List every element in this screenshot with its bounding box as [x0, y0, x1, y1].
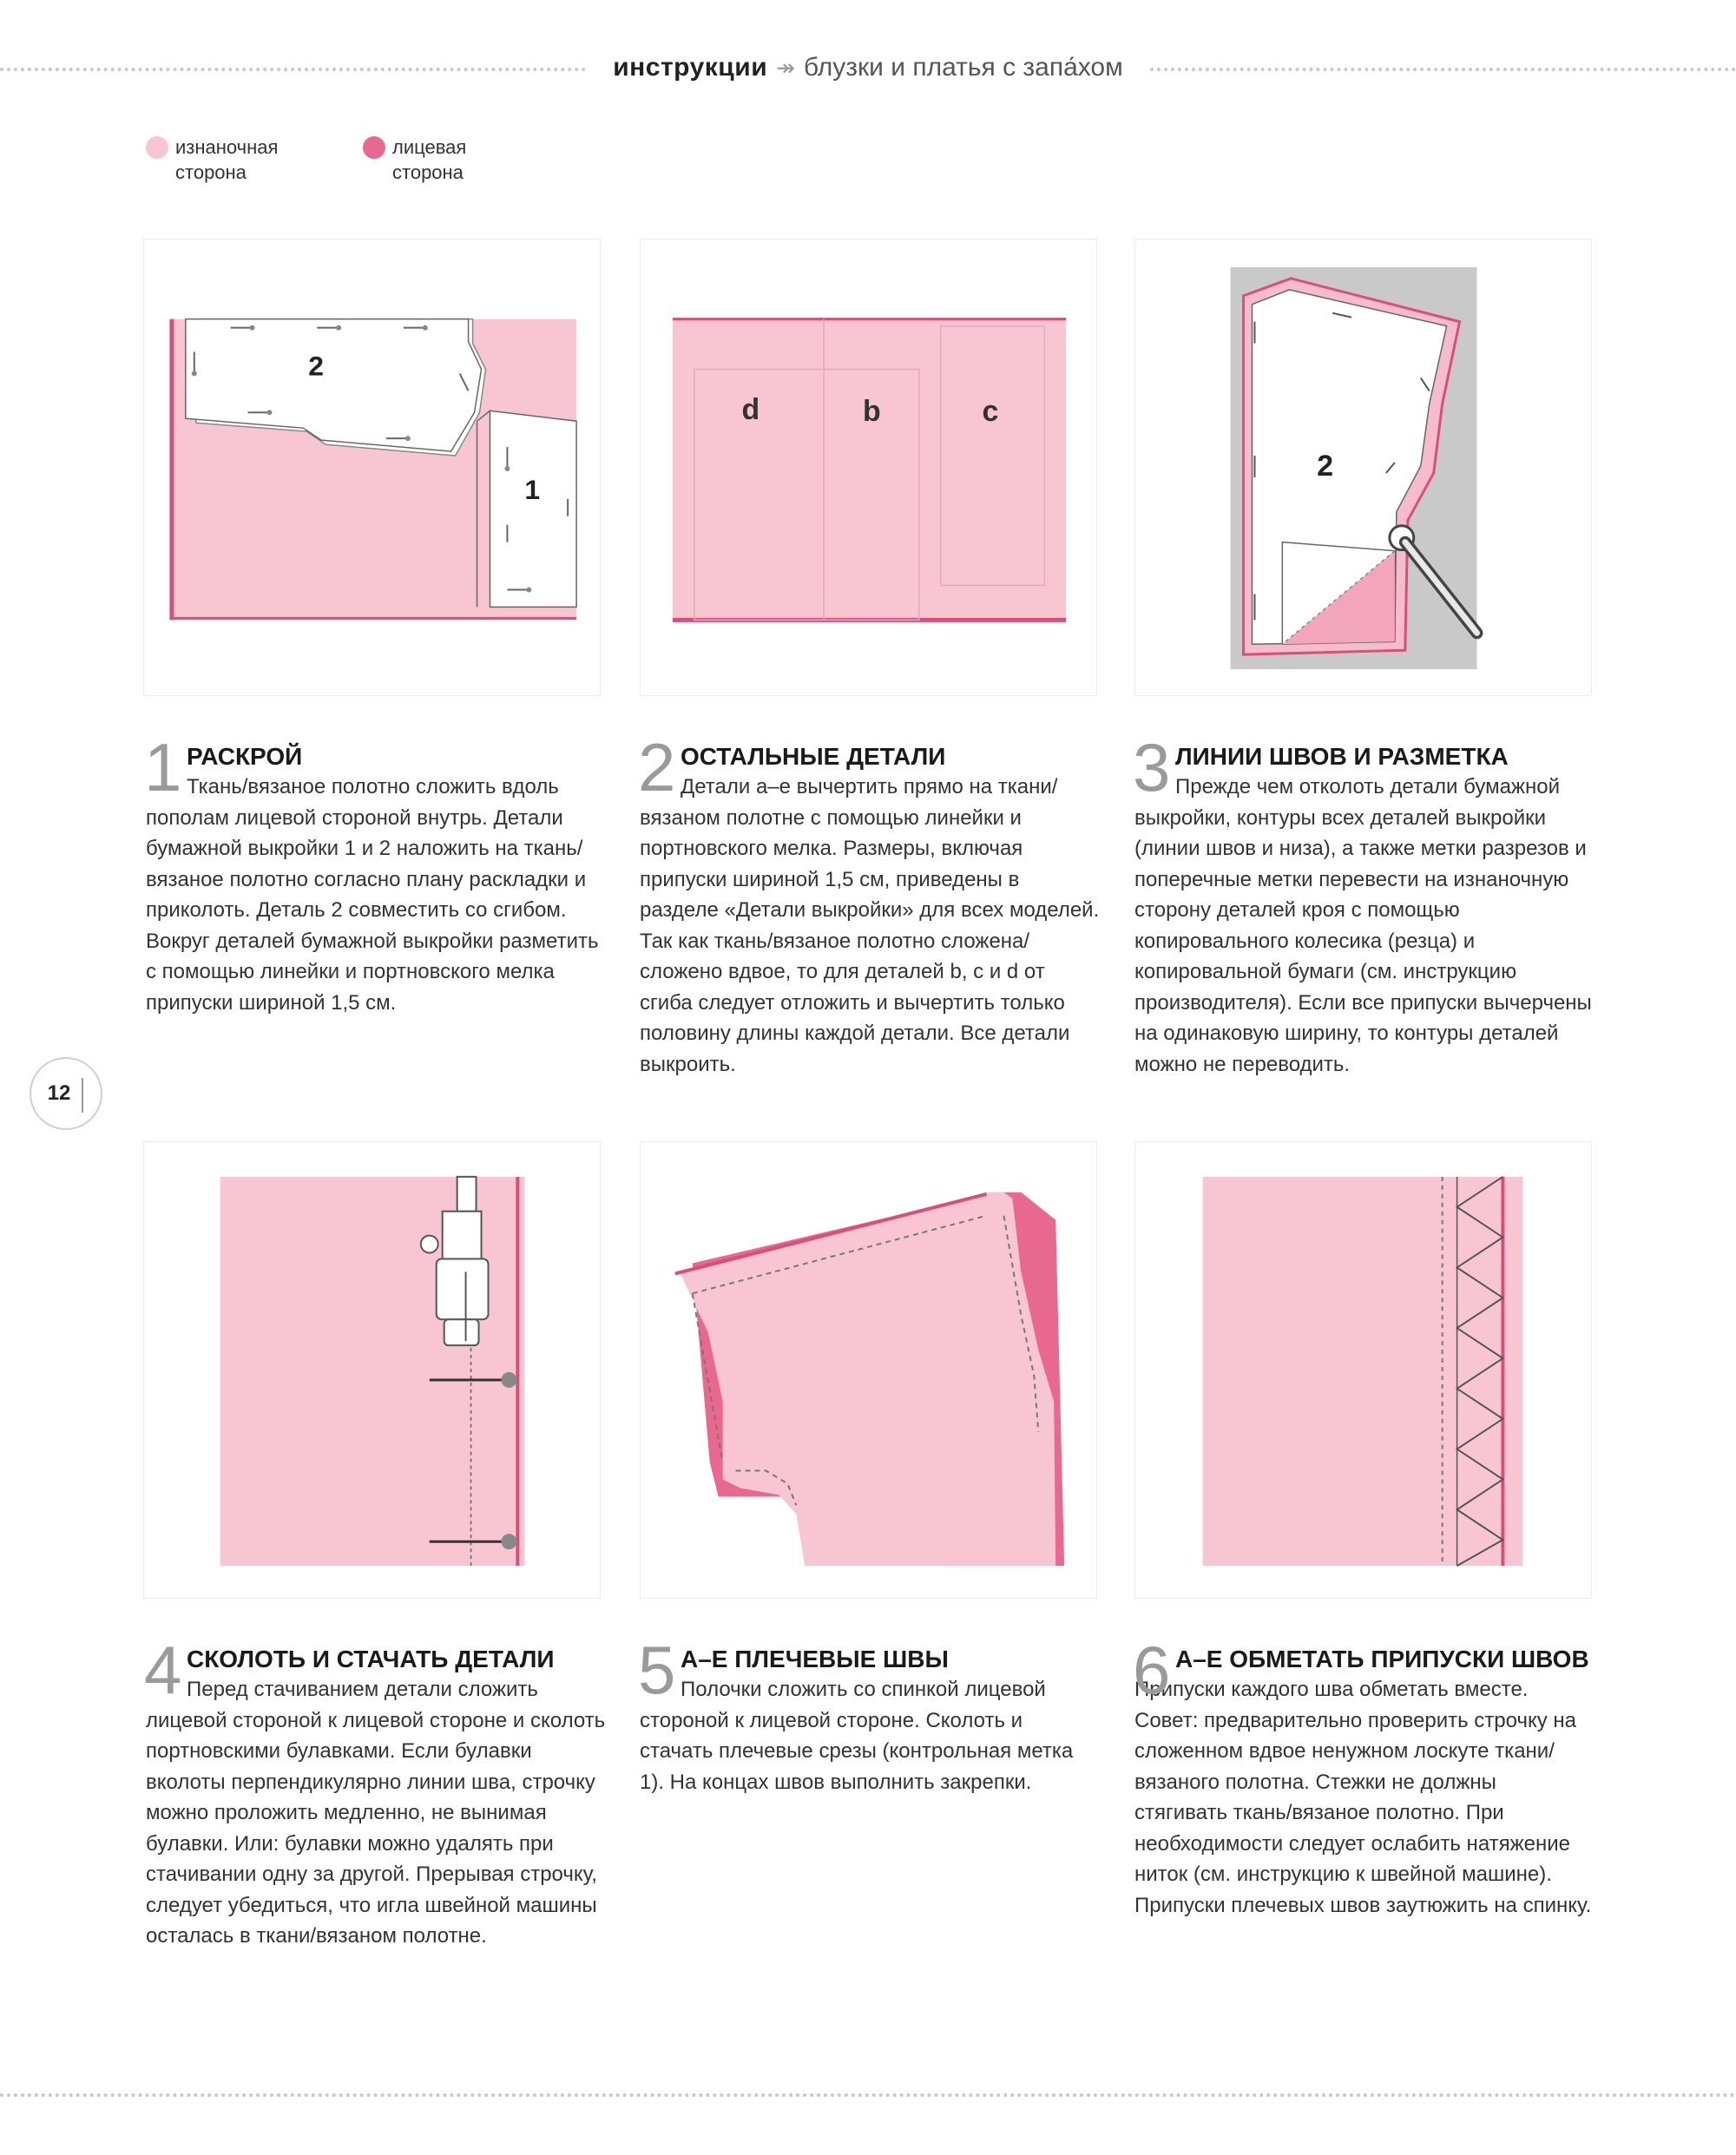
- legend-wrong-side-label: изнаночная сторона: [175, 136, 279, 183]
- overcast-illustration: [1135, 1142, 1591, 1598]
- step-number: 5: [638, 1632, 676, 1708]
- wrong-side-swatch: [146, 136, 168, 159]
- step-title: РАСКРОЙ: [187, 743, 303, 770]
- step-body: Прежде чем отколоть детали бумажной выкройки, контуры всех деталей выкройки (линии швов и низа), а также метки разрезов и поперечные метки перевести на изнаночную сторону деталей кроя с помощью копировального колесика (резца) и копировальной бумаги (см. инструкцию производителя). Если все припуски вычерчены на одинаковую ширину, то контуры деталей можно не переводить.: [1134, 775, 1592, 1076]
- piece-b-label: b: [863, 395, 881, 429]
- arrow-icon: ↠: [776, 55, 795, 81]
- step-title: ЛИНИИ ШВОВ И РАЗМЕТКА: [1175, 743, 1509, 770]
- running-header: [0, 50, 1736, 85]
- step-title: А–Е ПЛЕЧЕВЫЕ ШВЫ: [681, 1646, 949, 1672]
- tracing-illustration: [1135, 240, 1591, 695]
- cutting-illustration: [144, 240, 600, 695]
- step-body: Полочки сложить со спинкой лицевой стороной к лицевой стороне. Сколоть и стачать плечевые срезы (контрольная метка 1). На концах швов выполнить закрепки.: [640, 1678, 1074, 1794]
- step-1: [144, 729, 606, 1018]
- pin-and-stitch-illustration: [144, 1142, 600, 1598]
- piece-d-label: d: [741, 393, 760, 427]
- step-title: СКОЛОТЬ И СТАЧАТЬ ДЕТАЛИ: [187, 1646, 555, 1672]
- footer-rule: [0, 2093, 1736, 2097]
- legend-right-side-label: лицевая сторона: [392, 136, 467, 183]
- page-number-label: 12: [47, 1081, 71, 1105]
- step-5: [638, 1632, 1100, 1797]
- step-body: Ткань/вязаное полотно сложить вдоль пополам лицевой стороной внутрь. Детали бумажной выкройки 1 и 2 наложить на ткань/вязаное полотно согласно плану раскладки и приколоть. Деталь 2 совместить со сгибом. Вокруг деталей бумажной выкройки разметить с помощью линейки и портновского мелка припуски шириной 1,5 см.: [146, 775, 599, 1015]
- section-title: инструкции: [613, 53, 768, 82]
- piece-2-label: 2: [1317, 449, 1334, 483]
- legend-right-side: [363, 135, 466, 185]
- piece-c-label: c: [982, 395, 999, 429]
- step-title: ОСТАЛЬНЫЕ ДЕТАЛИ: [681, 743, 946, 770]
- step-number: 3: [1133, 729, 1171, 805]
- step-title: А–Е ОБМЕТАТЬ ПРИПУСКИ ШВОВ: [1175, 1646, 1589, 1672]
- other-pieces-illustration: [641, 240, 1096, 695]
- shoulder-seams-illustration: [641, 1142, 1096, 1598]
- step-number: 2: [638, 729, 676, 805]
- step-6: [1133, 1632, 1595, 1921]
- page-number: [30, 1057, 102, 1130]
- illustration-other-pieces: [640, 239, 1097, 696]
- illustration-shoulder-seams: [640, 1141, 1097, 1599]
- step-4: [144, 1632, 606, 1952]
- step-number: 4: [144, 1632, 182, 1708]
- legend-wrong-side: [146, 135, 278, 185]
- step-body: Перед стачиванием детали сложить лицевой стороной к лицевой стороне и сколоть портновскими булавками. Если булавки вколоты перпендикулярно линии шва, строчку можно проложить медленно, не вынимая булавки. Или: булавки можно удалять при стачивании одну за другой. Прерывая строчку, следует убедиться, что игла швейной машины осталась в ткани/вязаном полотне.: [146, 1678, 606, 1948]
- step-number: 1: [144, 729, 182, 805]
- right-side-swatch: [363, 136, 385, 159]
- step-3: [1133, 729, 1595, 1080]
- step-body: Припуски каждого шва обметать вместе. Совет: предварительно проверить строчку на сложенном вдвое ненужном лоскуте ткани/вязаного полотна. Стежки не должны стягивать ткань/вязаное полотно. При необходимости следует ослабить натяжение ниток (см. инструкцию к швейной машине). Припуски плечевых швов заутюжить на спинку.: [1134, 1678, 1592, 1917]
- illustration-overcast: [1134, 1141, 1592, 1599]
- illustration-pin-and-stitch: [143, 1141, 601, 1599]
- illustration-tracing: [1134, 239, 1592, 696]
- illustration-cutting: [143, 239, 601, 696]
- piece-1-label: 1: [524, 473, 541, 505]
- piece-2-label: 2: [308, 350, 324, 382]
- step-2: [638, 729, 1100, 1080]
- step-number: 6: [1133, 1632, 1171, 1708]
- section-subtitle: блузки и платья с запа́хом: [803, 53, 1123, 82]
- step-body: Детали a–e вычертить прямо на ткани/вязаном полотне с помощью линейки и портновского мелка. Размеры, включая припуски шириной 1,5 см, приведены в разделе «Детали выкройки» для всех моделей. Так как ткань/вязаное полотно сложена/сложено вдвое, то для деталей b, c и d от сгиба следует отложить и вычертить только половину длины каждой детали. Все детали выкроить.: [640, 775, 1100, 1076]
